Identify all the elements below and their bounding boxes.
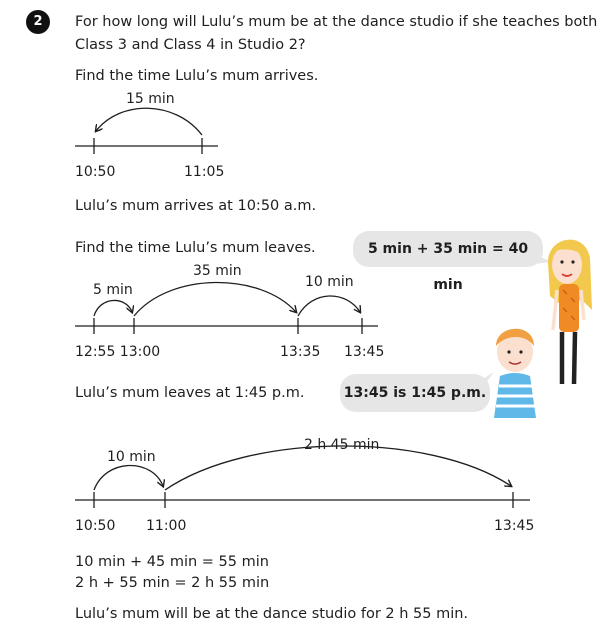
- part3-calc-2: 2 h + 55 min = 2 h 55 min: [75, 575, 270, 591]
- question-text-line-2: Class 3 and Class 4 in Studio 2?: [75, 37, 306, 53]
- part2-jump-label-35: 35 min: [193, 263, 242, 279]
- part1-tick-label-1: 10:50: [75, 164, 116, 180]
- part1-tick-label-2: 11:05: [184, 164, 225, 180]
- part3-jump-arc-10: [94, 465, 163, 490]
- part2-tick-label-3: 13:45: [344, 344, 385, 360]
- part2-jump-label-10: 10 min: [305, 274, 354, 290]
- part2-prompt: Find the time Lulu’s mum leaves.: [75, 240, 316, 256]
- question-text-line-1: For how long will Lulu’s mum be at the dance studio if she teaches both: [75, 14, 598, 30]
- part3-jump-arc-2h45: [165, 446, 511, 490]
- part3-jump-label-2h45: 2 h 45 min: [304, 437, 380, 453]
- part2-tick-label-2: 13:35: [280, 344, 321, 360]
- part2-jump-label-5: 5 min: [93, 282, 133, 298]
- part3-tick-label-3: 13:45: [494, 518, 535, 534]
- part2-answer: Lulu’s mum leaves at 1:45 p.m.: [75, 385, 305, 401]
- part3-jump-label-10: 10 min: [107, 449, 156, 465]
- part3-tick-label-1: 10:50: [75, 518, 116, 534]
- part3-tick-label-2: 11:00: [146, 518, 187, 534]
- part1-jump-label: 15 min: [126, 91, 175, 107]
- part3-conclusion: Lulu’s mum will be at the dance studio for 2 h 55 min.: [75, 606, 469, 622]
- question-number-badge: 2: [26, 10, 50, 34]
- boy-speech-bubble: 13:45 is 1:45 p.m.: [340, 374, 490, 412]
- part3-calc-1: 10 min + 45 min = 55 min: [75, 554, 269, 570]
- girl-speech-bubble: 5 min + 35 min = 40 min: [353, 231, 543, 267]
- part1-answer: Lulu’s mum arrives at 10:50 a.m.: [75, 198, 317, 214]
- part2-tick-label-1: 12:55 13:00: [75, 344, 161, 360]
- part1-prompt: Find the time Lulu’s mum arrives.: [75, 68, 319, 84]
